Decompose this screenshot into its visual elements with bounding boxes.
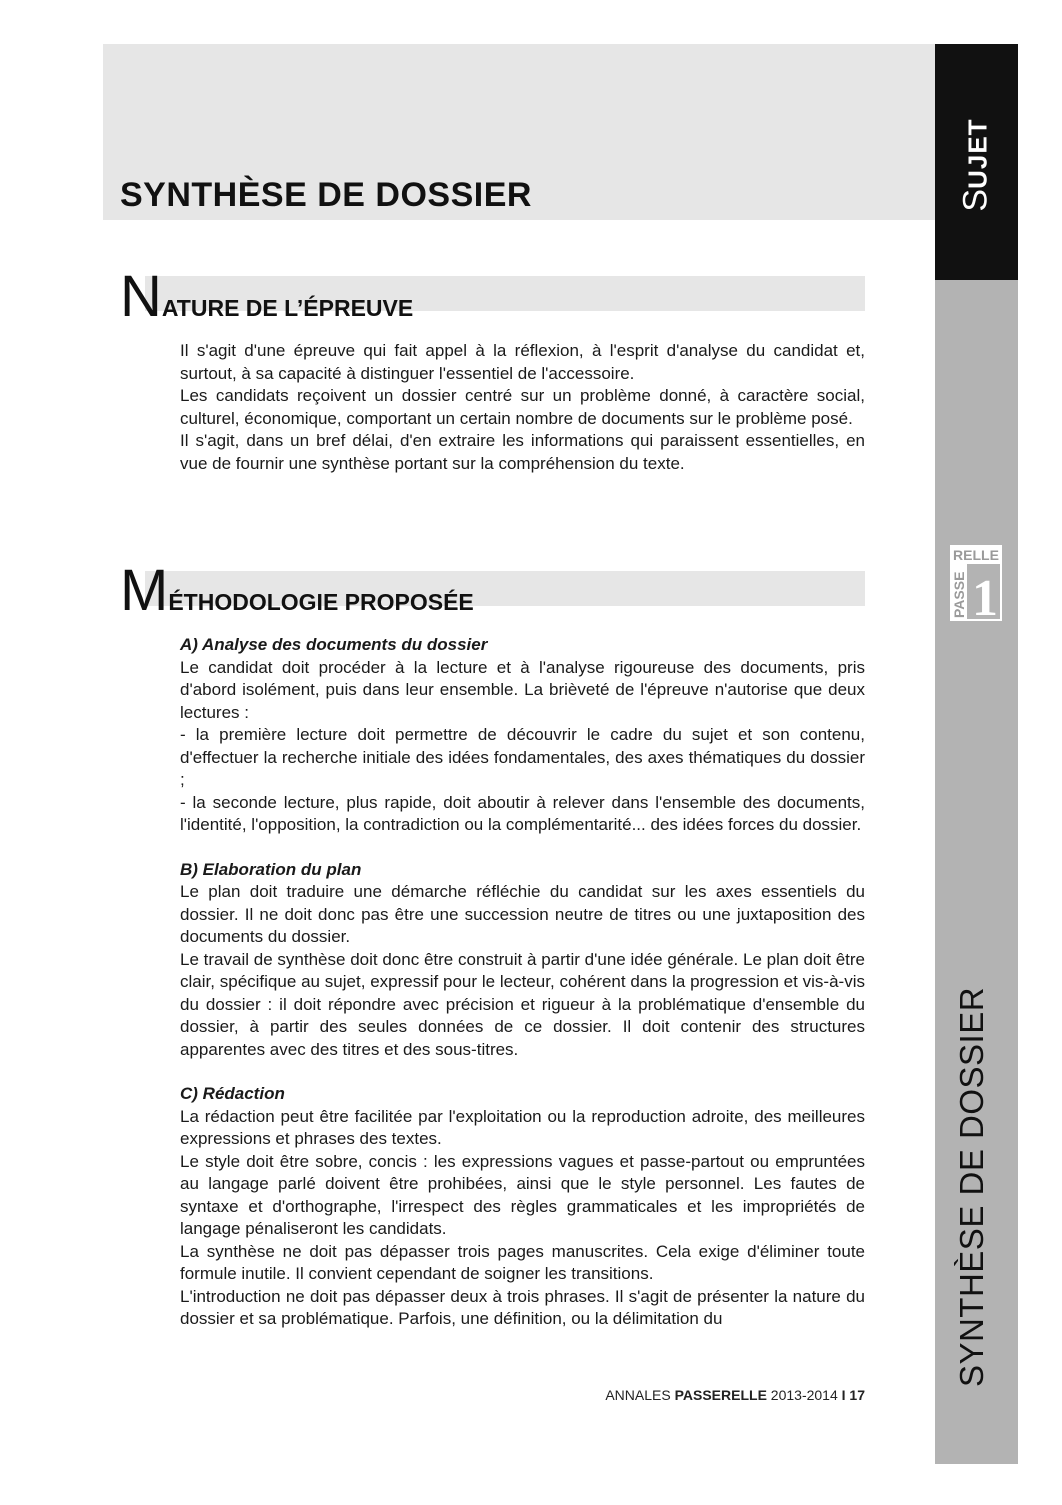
subsection-title-a: A) Analyse des documents du dossier <box>180 635 488 654</box>
paragraph: Le plan doit traduire une démarche réfléchie du candidat sur les axes essentiels du dossier. Il ne doit donc pas être une succession neutre de titres ou une juxtaposition des documents du dossier. <box>180 882 865 946</box>
passerelle-1-logo <box>950 545 1002 621</box>
section-heading-nature <box>120 264 414 329</box>
paragraph: - la première lecture doit permettre de découvrir le cadre du sujet et son contenu, d'effectuer la recherche initiale des idées fondamentales, des axes thématiques du dossier ; <box>180 725 865 789</box>
sujet-rest: UJET <box>962 118 993 189</box>
heading-initial: N <box>120 264 162 329</box>
heading-rest: ATURE DE L’ÉPREUVE <box>161 295 414 321</box>
sujet-initial: S <box>956 188 995 212</box>
sidebar-sujet-label <box>957 118 996 211</box>
paragraph: Il s'agit d'une épreuve qui fait appel à la réflexion, à l'esprit d'analyse du candidat et, surtout, à sa capacité à distinguer l'essentiel de l'accessoire. <box>180 341 865 383</box>
paragraph: Le candidat doit procéder à la lecture et à l'analyse rigoureuse des documents, pris d'abord isolément, puis dans leur ensemble. La brièveté de l'épreuve n'autorise que deux lectures : <box>180 657 865 722</box>
subsection-title-b: B) Elaboration du plan <box>180 859 362 879</box>
page-number: 17 <box>849 1387 865 1403</box>
paragraph: Les candidats reçoivent un dossier centré sur un problème donné, à caractère social, culturel, économique, comportant un certain nombre de documents sur le problème posé. <box>180 386 865 428</box>
logo-number: 1 <box>972 570 998 621</box>
section-heading-methodologie <box>120 558 474 623</box>
page-title: SYNTHÈSE DE DOSSIER <box>120 176 532 214</box>
heading-rest: ÉTHODOLOGIE PROPOSÉE <box>168 589 474 615</box>
paragraph: Le style doit être sobre, concis : les expressions vagues et passe-partout ou empruntées au langage parlé doivent être prohibées, ainsi que le style personnel. Les fautes de syntaxe et d'orthographe, l'irrespect des règles grammaticales et les impropriétés de langage pénaliseront les candidats. <box>180 1151 865 1238</box>
footer-prefix: ANNALES <box>605 1387 671 1403</box>
paragraph: L'introduction ne doit pas dépasser deux à trois phrases. Il s'agit de présenter la nature du dossier et sa problématique. Parfois, une définition, ou la délimitation du <box>180 1286 865 1328</box>
footer-separator: I <box>841 1387 846 1403</box>
page-footer <box>605 1387 865 1403</box>
heading-initial: M <box>120 558 169 623</box>
paragraph: - la seconde lecture, plus rapide, doit aboutir à relever dans l'ensemble des documents, l'identité, l'opposition, la contradiction ou la complémentarité... des idées forces du dossier. <box>180 792 865 834</box>
footer-brand: PASSERELLE <box>674 1387 767 1403</box>
paragraph: Il s'agit, dans un bref délai, d'en extraire les informations qui paraissent essentielles, en vue de fournir une synthèse portant sur la compréhension du texte. <box>180 431 865 473</box>
logo-relle-text: RELLE <box>953 547 999 563</box>
paragraph: La synthèse ne doit pas dépasser trois pages manuscrites. Cela exige d'éliminer toute formule inutile. Il convient cependant de soigner les transitions. <box>180 1241 865 1283</box>
paragraph: La rédaction peut être facilitée par l'exploitation ou la reproduction adroite, des meilleures expressions et phrases des textes. <box>180 1106 865 1148</box>
paragraph: Le travail de synthèse doit donc être construit à partir d'une idée générale. Le plan doit être clair, spécifique au sujet, expressif pour le lecteur, cohérent dans la progression et vis-à-vis du dossier : il doit répondre avec précision et rigueur à la problématique d'ensemble du dossier, à partir des seules données de ce dossier. Il doit contenir des structures apparentes avec des titres et des sous-titres. <box>180 949 865 1059</box>
footer-years: 2013-2014 <box>770 1387 838 1403</box>
nature-body <box>180 340 865 475</box>
methodologie-body <box>180 634 865 1331</box>
sidebar-vertical-title: SYNTHÈSE DE DOSSIER <box>953 986 990 1388</box>
logo-passe-text: PASSE <box>951 571 967 618</box>
subsection-title-c: C) Rédaction <box>180 1084 285 1103</box>
